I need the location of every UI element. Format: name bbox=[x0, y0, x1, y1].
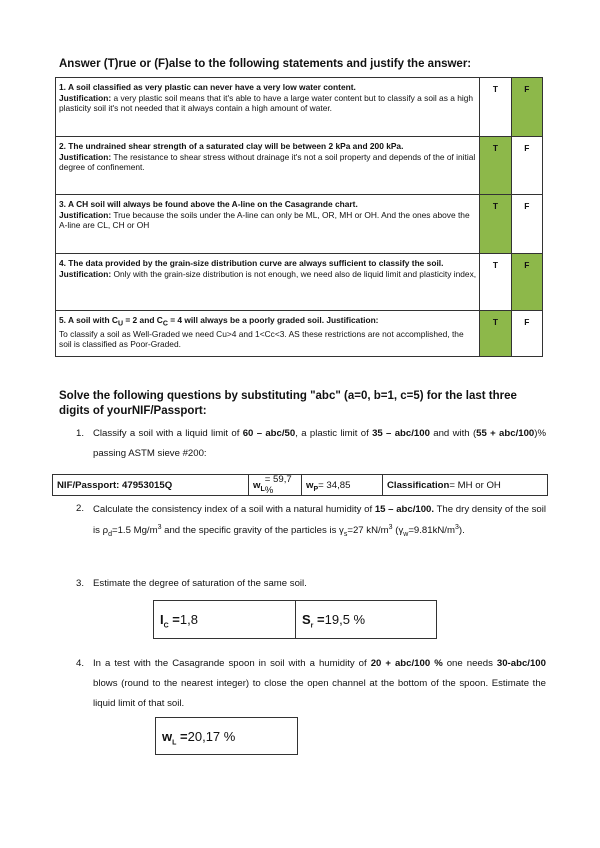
true-cell-selected[interactable]: T bbox=[480, 311, 511, 357]
ic-cell bbox=[154, 601, 296, 638]
q2-sup-2: 3 bbox=[388, 523, 393, 531]
q1-text-1: Classify a soil with a liquid limit of bbox=[93, 428, 243, 439]
table-row bbox=[56, 137, 543, 195]
question-number: 2. bbox=[76, 503, 85, 514]
table-row bbox=[56, 195, 543, 254]
justification-text: The resistance to shear stress without drainage it's not a soil property and depends of the of initial degree of confinement. bbox=[59, 151, 476, 172]
q2-sub-3: w bbox=[403, 530, 409, 538]
q1-text-2: , a plastic limit of bbox=[295, 428, 373, 439]
true-cell-selected[interactable]: T bbox=[480, 195, 511, 254]
wl-answer-equals: = bbox=[176, 728, 188, 744]
ic-letter: I bbox=[160, 612, 164, 627]
q2-text-1: Calculate the consistency index of a soil with a natural humidity of bbox=[93, 504, 375, 515]
wp-cell bbox=[302, 475, 383, 495]
false-cell-selected[interactable]: F bbox=[511, 254, 542, 311]
statement-text: 3. A CH soil will always be found above the A-line on the Casagrande chart. bbox=[59, 199, 358, 209]
q1-text-3: and with ( bbox=[429, 428, 477, 439]
sr-subscript: r bbox=[310, 622, 314, 630]
sr-value: 19,5 % bbox=[324, 612, 366, 627]
ic-subscript: C bbox=[163, 622, 169, 630]
sr-cell bbox=[296, 601, 436, 638]
cc-subscript: C bbox=[162, 320, 168, 328]
statement-pre: 5. A soil with C bbox=[59, 315, 118, 325]
q2-text-2: The dry density of the soil is ρ bbox=[93, 504, 546, 536]
justification-label: Justification: bbox=[59, 268, 112, 279]
statement-cell bbox=[56, 78, 480, 137]
statement-cell bbox=[56, 254, 480, 311]
statement-text: 2. The undrained shear strength of a saturated clay will be between 2 kPa and 200 kPa. bbox=[59, 141, 404, 151]
sr-symbol bbox=[302, 612, 325, 630]
wl-answer-symbol bbox=[162, 728, 188, 747]
sr-equals: = bbox=[313, 612, 325, 627]
wp-subscript: P bbox=[313, 485, 319, 493]
table-row bbox=[56, 311, 543, 357]
q2-sup-3: 3 bbox=[454, 523, 459, 531]
statement-cell bbox=[56, 195, 480, 254]
nif-cell bbox=[53, 475, 249, 495]
question-number: 4. bbox=[76, 658, 85, 669]
q2-text-6: (γ bbox=[392, 525, 404, 536]
wl-answer-value: 20,17 % bbox=[187, 728, 236, 744]
false-cell-selected[interactable]: F bbox=[511, 78, 542, 137]
question-text bbox=[93, 654, 546, 714]
wl-answer-subscript: L bbox=[172, 739, 177, 747]
table-row bbox=[56, 254, 543, 311]
true-false-table bbox=[55, 77, 543, 357]
true-cell[interactable]: T bbox=[480, 78, 511, 137]
wl-subscript: L bbox=[260, 485, 265, 493]
statement-mid: = 2 and C bbox=[123, 315, 163, 325]
q2-text-3: =1.5 Mg/m bbox=[111, 525, 158, 536]
statement-cell bbox=[56, 137, 480, 195]
question-text bbox=[93, 499, 546, 541]
statement-text: 4. The data provided by the grain-size distribution curve are always sufficient to classify the soil. bbox=[59, 258, 444, 268]
q4-bold-1: 20 + abc/100 % bbox=[370, 658, 443, 669]
statement-text bbox=[59, 315, 379, 328]
justification-text: a very plastic soil means that it's able to have a large water content but to classify a soil as a high plasticity soil it's not needed that it always contain a high amount of water. bbox=[59, 92, 474, 113]
q1-bold-2: 35 – abc/100 bbox=[372, 428, 430, 439]
wp-value: = 34,85 bbox=[318, 479, 351, 491]
q1-bold-3: 55 + abc/100 bbox=[476, 428, 535, 439]
wl-symbol bbox=[253, 480, 265, 491]
wl-letter: w bbox=[253, 479, 261, 491]
q4-bold-2: 30-abc/100 bbox=[496, 658, 546, 669]
wl-answer-cell bbox=[156, 718, 297, 754]
wp-letter: w bbox=[306, 479, 314, 491]
classification-cell bbox=[383, 475, 547, 495]
ic-value: 1,8 bbox=[179, 612, 198, 627]
statement-text: 1. A soil classified as very plastic can never have a very low water content. bbox=[59, 82, 356, 92]
false-cell[interactable]: F bbox=[511, 195, 542, 254]
cu-subscript: U bbox=[117, 320, 124, 328]
justification-text: True because the soils under the A-line can only be ML, OR, MH or OH. And the ones above the A-line are CL, CH or OH bbox=[59, 209, 470, 230]
ic-equals: = bbox=[168, 612, 180, 627]
q1-bold-1: 60 – abc/50 bbox=[242, 428, 296, 439]
section1-heading: Answer (T)rue or (F)alse to the following statements and justify the answer: bbox=[59, 58, 472, 70]
classification-label: Classification bbox=[387, 479, 450, 491]
sr-letter: S bbox=[302, 612, 311, 627]
classification-value: = MH or OH bbox=[449, 479, 501, 491]
q4-text-1: In a test with the Casagrande spoon in soil with a humidity of bbox=[93, 658, 371, 669]
q1-answer-table bbox=[52, 474, 548, 496]
table-row bbox=[56, 78, 543, 137]
q1-text-4: )% passing ASTM sieve #200: bbox=[93, 428, 546, 459]
q4-text-2: one needs bbox=[442, 658, 497, 669]
wl-value: = 59,7 % bbox=[264, 474, 292, 496]
q2-text-7: =9.81kN/m bbox=[408, 525, 455, 536]
true-cell-selected[interactable]: T bbox=[480, 137, 511, 195]
wl-cell bbox=[249, 475, 302, 495]
question-text: Estimate the degree of saturation of the same soil. bbox=[93, 578, 307, 589]
section2-heading: Solve the following questions by substituting "abc" (a=0, b=1, c=5) for the last three digits of yourNIF/Passport: bbox=[59, 390, 517, 417]
true-cell[interactable]: T bbox=[480, 254, 511, 311]
ic-symbol bbox=[160, 612, 180, 630]
question-number: 3. bbox=[76, 578, 85, 589]
statement-cell bbox=[56, 311, 480, 357]
justification-label: Justification: bbox=[59, 151, 112, 162]
q2-text-8: ). bbox=[458, 525, 465, 536]
q3-answer-box bbox=[153, 600, 437, 639]
false-cell[interactable]: F bbox=[511, 311, 542, 357]
q4-text-3: blows (round to the nearest integer) to close the open channel at the bottom of the spoon. Estimate the liquid limit of that soil. bbox=[93, 678, 546, 709]
q2-bold-1: 15 – abc/100. bbox=[374, 504, 435, 515]
q2-sup-1: 3 bbox=[157, 523, 162, 531]
q2-text-4: and the specific gravity of the particles is γ bbox=[161, 525, 344, 536]
statement-post: = 4 will always be a poorly graded soil. Justification: bbox=[167, 315, 379, 325]
justification-text: To classify a soil as Well-Graded we need Cu>4 and 1<Cc<3. AS these restrictions are not accomplished, the soil is classified as Poor-Graded. bbox=[59, 328, 464, 349]
nif-label: NIF/Passport: 47953015Q bbox=[57, 479, 173, 491]
wl-answer-letter: w bbox=[162, 728, 173, 744]
q2-sub-1: d bbox=[108, 530, 112, 538]
justification-label: Justification: bbox=[59, 92, 112, 103]
q4-answer-box bbox=[155, 717, 298, 755]
justification-text: Only with the grain-size distribution is not enough, we need also de liquid limit and plasticity index, bbox=[113, 268, 477, 279]
false-cell[interactable]: F bbox=[511, 137, 542, 195]
wp-symbol bbox=[306, 480, 318, 491]
justification-label: Justification: bbox=[59, 209, 112, 220]
q2-text-5: =27 kN/m bbox=[347, 525, 389, 536]
q2-sub-2: s bbox=[343, 530, 348, 538]
question-number: 1. bbox=[76, 428, 85, 439]
question-text bbox=[93, 424, 546, 464]
